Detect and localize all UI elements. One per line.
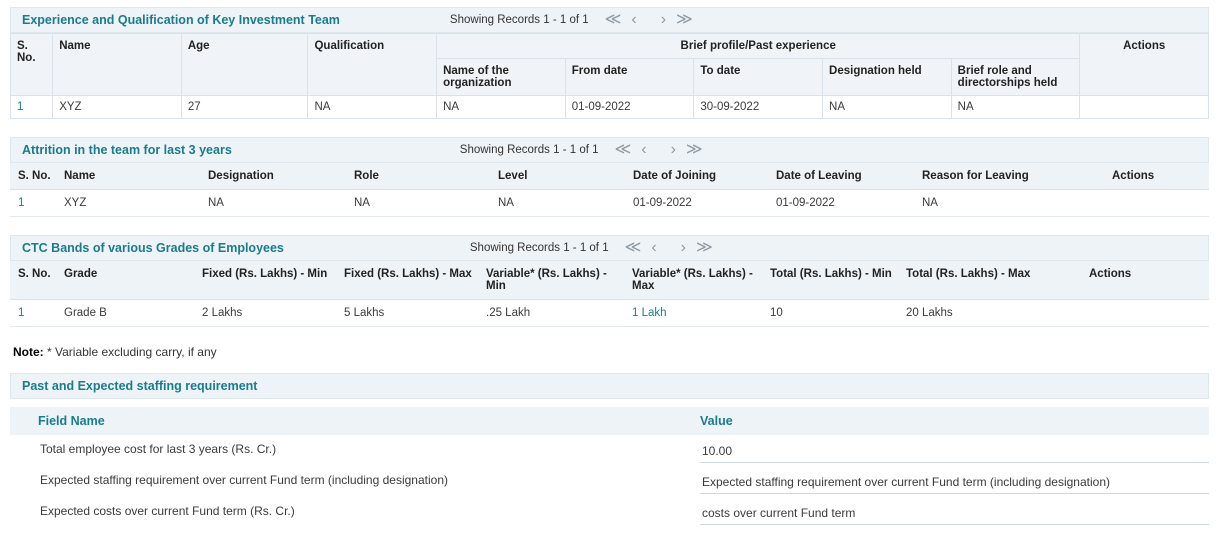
col-designation: Designation xyxy=(202,163,348,190)
pager-next-ctc[interactable]: › xyxy=(680,239,686,256)
section-title-staffing: Past and Expected staffing requirement xyxy=(22,379,258,393)
col-brief-role: Brief role and directorships held xyxy=(951,59,1080,96)
section-title-team: Experience and Qualification of Key Investment Team xyxy=(22,13,340,27)
cell-age: 27 xyxy=(181,96,308,119)
section-header-ctc xyxy=(10,235,1209,261)
note-body: * Variable excluding carry, if any xyxy=(43,345,217,359)
pager-first-ctc[interactable]: ≪ xyxy=(624,239,642,256)
col-variable-min: Variable* (Rs. Lakhs) - Min xyxy=(480,261,626,300)
section-header-attrition xyxy=(10,137,1209,163)
col-fixed-min: Fixed (Rs. Lakhs) - Min xyxy=(196,261,338,300)
kv-row-employee-cost xyxy=(10,435,1209,466)
col-grade: Grade xyxy=(58,261,196,300)
col-date-of-leaving: Date of Leaving xyxy=(770,163,916,190)
cell-date-of-joining: 01-09-2022 xyxy=(627,190,770,217)
note-text xyxy=(10,345,1209,359)
table-row xyxy=(10,190,1209,217)
kv-label-employee-cost: Total employee cost for last 3 years (Rs. Cr.) xyxy=(40,442,277,456)
col-actions: Actions xyxy=(1106,163,1209,190)
col-reason-for-leaving: Reason for Leaving xyxy=(916,163,1106,190)
pager-prev-team[interactable]: ‹ xyxy=(631,11,637,28)
pager-showing-team: Showing Records 1 - 1 of 1 xyxy=(449,14,589,26)
cell-qualification: NA xyxy=(308,96,437,119)
cell-total-max: 20 Lakhs xyxy=(900,300,1083,327)
kv-value-expected-costs xyxy=(700,497,1209,525)
note-label: Note: xyxy=(13,345,44,359)
pager-next-team[interactable]: › xyxy=(660,11,667,28)
col-total-min: Total (Rs. Lakhs) - Min xyxy=(764,261,900,300)
cell-designation: NA xyxy=(202,190,348,217)
cell-actions[interactable] xyxy=(1083,300,1209,327)
cell-variable-max: 1 Lakh xyxy=(626,300,764,327)
kv-row-staffing-requirement xyxy=(10,466,1209,497)
cell-actions[interactable] xyxy=(1106,190,1209,217)
kv-value-employee-cost xyxy=(700,435,1209,463)
kv-header-row xyxy=(10,407,1209,435)
kv-label-staffing-requirement: Expected staffing requirement over current Fund term (including designation) xyxy=(40,473,448,487)
pager-prev-ctc[interactable]: ‹ xyxy=(651,239,657,256)
input-expected-costs[interactable] xyxy=(700,504,1209,525)
col-designation-held: Designation held xyxy=(823,59,952,96)
col-variable-max: Variable* (Rs. Lakhs) - Max xyxy=(626,261,764,300)
col-sno: S. No. xyxy=(11,34,53,96)
pager-showing-attrition: Showing Records 1 - 1 of 1 xyxy=(459,144,599,156)
pager-last-team[interactable]: ≫ xyxy=(676,11,693,28)
input-total-employee-cost[interactable] xyxy=(700,442,1209,463)
pager-team xyxy=(450,12,697,28)
col-name: Name xyxy=(58,163,202,190)
table-header-row-attrition xyxy=(10,163,1209,190)
col-age: Age xyxy=(181,34,308,96)
cell-sno: 1 xyxy=(10,190,58,217)
cell-level: NA xyxy=(492,190,627,217)
cell-variable-min: .25 Lakh xyxy=(480,300,626,327)
cell-date-of-leaving: 01-09-2022 xyxy=(770,190,916,217)
cell-sno: 1 xyxy=(11,96,53,119)
cell-designation-held: NA xyxy=(823,96,952,119)
col-group-brief-profile: Brief profile/Past experience xyxy=(437,34,1080,59)
cell-actions[interactable] xyxy=(1080,96,1209,119)
cell-to-date: 30-09-2022 xyxy=(694,96,823,119)
col-role: Role xyxy=(348,163,492,190)
kv-row-expected-costs xyxy=(10,497,1209,528)
section-header-team xyxy=(10,7,1209,33)
pager-ctc xyxy=(470,240,717,256)
pager-next-attrition[interactable]: › xyxy=(670,141,676,158)
table-team xyxy=(10,33,1209,119)
cell-reason-for-leaving: NA xyxy=(916,190,1106,217)
col-sno: S. No. xyxy=(10,261,58,300)
pager-last-attrition[interactable]: ≫ xyxy=(685,141,703,158)
table-ctc xyxy=(10,261,1209,327)
table-row xyxy=(11,96,1209,119)
col-qualification: Qualification xyxy=(308,34,437,96)
section-title-attrition: Attrition in the team for last 3 years xyxy=(22,143,232,157)
cell-fixed-max: 5 Lakhs xyxy=(338,300,480,327)
cell-total-min: 10 xyxy=(764,300,900,327)
input-expected-staffing-requirement[interactable] xyxy=(700,473,1209,494)
cell-brief-role: NA xyxy=(951,96,1080,119)
cell-name: XYZ xyxy=(58,190,202,217)
col-organization: Name of the organization xyxy=(437,59,566,96)
cell-name: XYZ xyxy=(53,96,182,119)
col-name: Name xyxy=(53,34,182,96)
col-level: Level xyxy=(492,163,627,190)
col-actions: Actions xyxy=(1083,261,1209,300)
page-root xyxy=(0,7,1219,536)
section-title-ctc: CTC Bands of various Grades of Employees xyxy=(22,241,284,255)
cell-fixed-min: 2 Lakhs xyxy=(196,300,338,327)
table-attrition xyxy=(10,163,1209,217)
col-total-max: Total (Rs. Lakhs) - Max xyxy=(900,261,1083,300)
cell-sno: 1 xyxy=(10,300,58,327)
cell-role: NA xyxy=(348,190,492,217)
col-from-date: From date xyxy=(565,59,694,96)
table-header-row-ctc xyxy=(10,261,1209,300)
cell-organization: NA xyxy=(437,96,566,119)
col-actions: Actions xyxy=(1080,34,1209,96)
pager-last-ctc[interactable]: ≫ xyxy=(696,239,713,256)
section-header-staffing xyxy=(10,373,1209,399)
col-fixed-max: Fixed (Rs. Lakhs) - Max xyxy=(338,261,480,300)
pager-prev-attrition[interactable]: ‹ xyxy=(641,141,647,158)
cell-from-date: 01-09-2022 xyxy=(565,96,694,119)
col-to-date: To date xyxy=(694,59,823,96)
pager-attrition xyxy=(460,142,707,158)
kv-col-field-name: Field Name xyxy=(38,414,105,428)
pager-first-attrition[interactable]: ≪ xyxy=(614,141,632,158)
kv-label-expected-costs: Expected costs over current Fund term (Rs. Cr.) xyxy=(40,504,295,518)
table-row xyxy=(10,300,1209,327)
table-header-row-team xyxy=(11,34,1209,59)
kv-col-value: Value xyxy=(700,414,733,428)
pager-showing-ctc: Showing Records 1 - 1 of 1 xyxy=(469,242,609,254)
cell-grade: Grade B xyxy=(58,300,196,327)
kv-value-staffing-requirement xyxy=(700,466,1209,494)
col-sno: S. No. xyxy=(10,163,58,190)
pager-first-team[interactable]: ≪ xyxy=(604,11,622,28)
col-date-of-joining: Date of Joining xyxy=(627,163,770,190)
